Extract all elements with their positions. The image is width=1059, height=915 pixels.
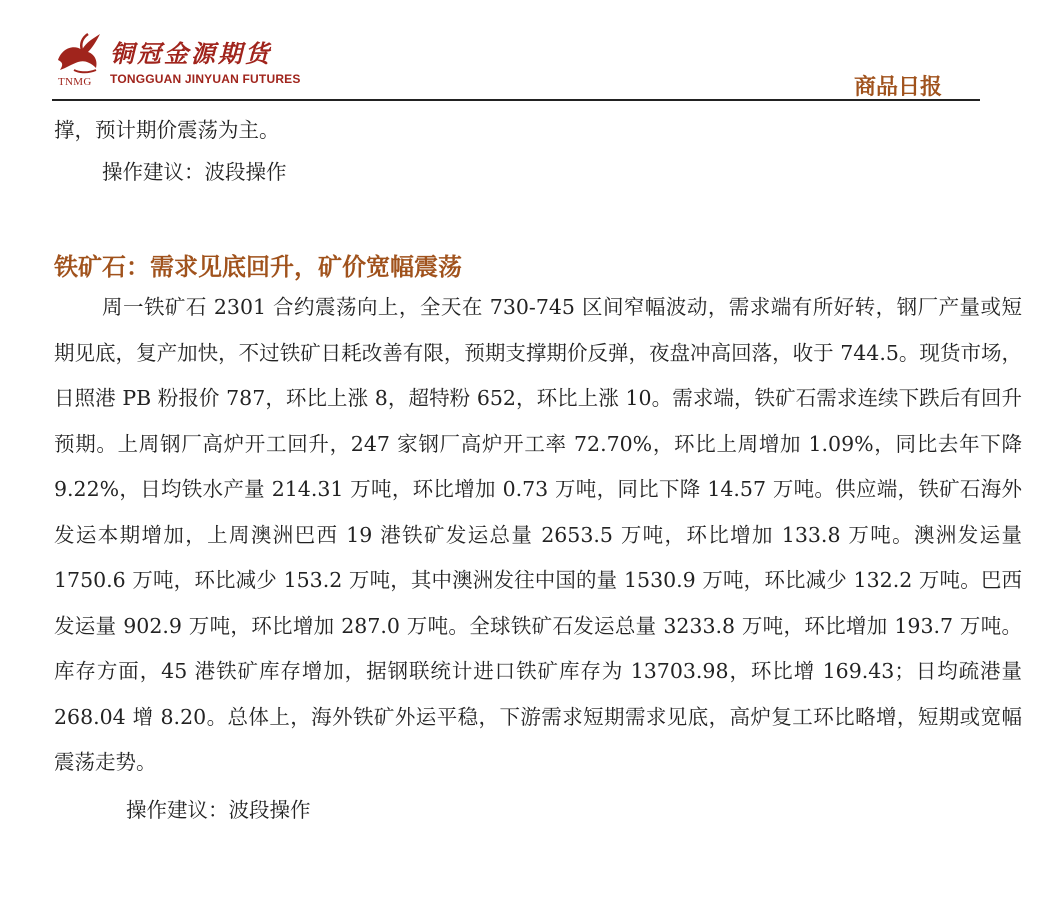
company-name-cn: 铜冠金源期货	[110, 39, 272, 68]
page-header	[52, 30, 980, 102]
bull-logo-icon	[52, 30, 106, 76]
intro-suggestion: 操作建议：波段操作	[102, 159, 287, 184]
report-content	[54, 108, 1022, 833]
section-heading: 铁矿石：需求见底回升，矿价宽幅震荡	[54, 253, 462, 281]
intro-paragraph: 撑，预计期价震荡为主。	[54, 118, 280, 142]
company-abbreviation: TNMG	[58, 76, 92, 88]
header-divider	[52, 99, 980, 101]
section-body-paragraph: 周一铁矿石 2301 合约震荡向上，全天在 730-745 区间窄幅波动，需求端有所好转，钢厂产量或短期见底，复产加快，不过铁矿日耗改善有限，预期支撑期价反弹，夜盘冲高回落，收于 744.5。现货市场，日照港 PB 粉报价 787，环比上涨 8，超特粉 652，环比上涨 10。需求端，铁矿石需求连续下跌后有回升预期。上周钢厂高炉开工回升，247 家钢厂高炉开工率 72.70%，环比上周增加 1.09%，同比去年下降 9.22%，日均铁水产量 214.31 万吨，环比增加 0.73 万吨，同比下降 14.57 万吨。供应端，铁矿石海外发运本期增加，上周澳洲巴西 19 港铁矿发运总量 2653.5 万吨，环比增加 133.8 万吨。澳洲发运量 1750.6 万吨，环比减少 153.2 万吨，其中澳洲发往中国的量 1530.9 万吨，环比减少 132.2 万吨。巴西发运量 902.9 万吨，环比增加 287.0 万吨。全球铁矿石发运总量 3233.8 万吨，环比增加 193.7 万吨。库存方面，45 港铁矿库存增加，据钢联统计进口铁矿库存为 13703.98，环比增 169.43；日均疏港量 268.04 增 8.20。总体上，海外铁矿外运平稳，下游需求短期需求见底，高炉复工环比略增，短期或宽幅震荡走势。	[54, 295, 1022, 774]
report-type-label: 商品日报	[853, 75, 942, 100]
company-name-en: TONGGUAN JINYUAN FUTURES	[110, 72, 301, 86]
section-suggestion: 操作建议：波段操作	[126, 797, 311, 822]
